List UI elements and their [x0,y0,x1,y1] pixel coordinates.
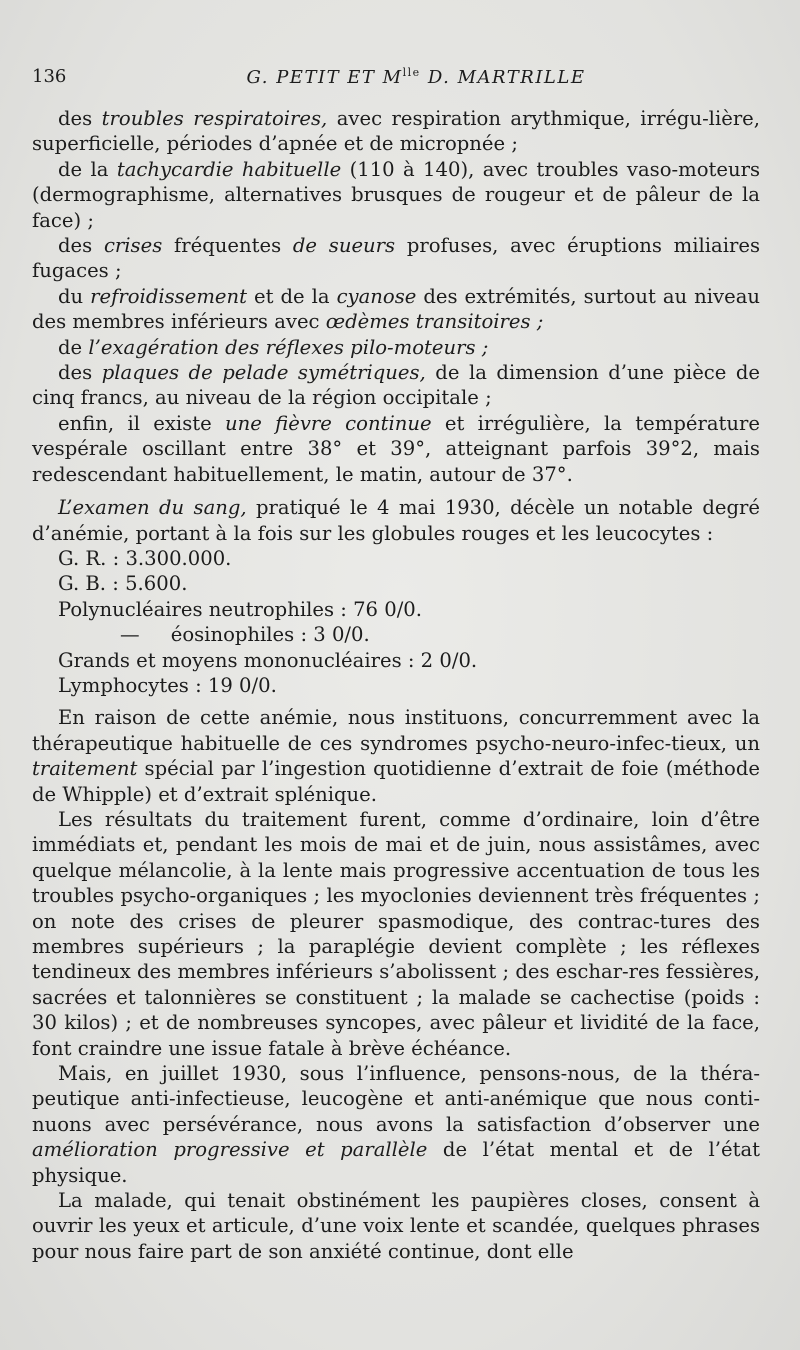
running-head-title-abbrev: lle [402,66,421,79]
text-run: et de la [247,284,337,308]
text-run: (110 à 140), avec troubles vaso-moteurs (dermographisme, alternatives brusques de rougeur et de pâleur de la face) ; [32,157,760,232]
emphasis: troubles respiratoires, [101,107,328,130]
blood-count-list [32,546,760,698]
text-run: de l’état mental et de l’état physique. [32,1138,760,1187]
text-run: Mais, en juillet 1930, sous l’influence, pensons-nous, de la théra-peutique anti-infectieuse, leucogène et anti-anémique que nous conti-nuons avec persévérance, nous avons la satisfaction d’observer une [32,1062,760,1136]
text-run: des extrémités, surtout au niveau des membres inférieurs avec [32,284,760,334]
text-run: La malade, qui tenait obstinément les paupières closes, consent à ouvrir les yeux et articule, d’une voix lente et scandée, quelques phrases pour nous faire part de son anxiété continue, dont elle [32,1189,760,1263]
text-run: des [58,361,102,385]
text-run: des [58,107,102,130]
text-run: profuses, avec éruptions miliaires fugaces ; [32,234,761,283]
text-run: spécial par l’ingestion quotidienne d’extrait de foie (méthode de Whipple) et d’extrait splénique. [32,757,760,806]
paragraph-treatment [32,705,760,807]
text-run: des [58,234,104,258]
text-run: pratiqué le 4 mai 1930, décèle un notable degré d’anémie, portant à la fois sur les globules rouges et les leucocytes : [32,496,760,545]
text-run: de la dimension d’une pièce de cinq francs, au niveau de la région occipitale ; [32,361,761,410]
page-number: 136 [32,66,67,87]
paragraph-cyanosis [32,284,760,335]
paragraph-respiratory [32,106,760,157]
text-run: Les résultats du traitement furent, comme d’ordinaire, loin d’être immédiats et, pendant les mois de mai et de juin, nous assistâmes, avec quelque mélancolie, à la lente mais progressive accentuation de tous les troubles psycho-organiques ; les myoclonies deviennent très fréquentes ; on note des crises de pleurer spasmodique, des contrac-tures des membres supérieurs ; la paraplégie devient complète ; les réflexes tendineux des membres inférieurs s’abolissent ; des eschar-res fessières, sacrées et talonnières se constituent ; la malade se cachectise (poids : 30 kilos) ; et de nombreuses syncopes, avec pâleur et lividité de la face, font craindre une issue fatale à brève échéance. [32,807,760,1060]
text-run: En raison de cette anémie, nous instituons, concurremment avec la thérapeutique habituelle de ces syndromes psycho-neuro-infec-tieux, un [32,706,760,755]
paragraph-tachycardia [32,157,760,233]
paragraph-sweats [32,233,760,284]
emphasis: refroidissement [90,284,247,308]
text-run: de [58,335,89,359]
blood-count-polynuclear: Polynucléaires neutrophiles : 76 0/0. [58,597,422,621]
emphasis: traitement [32,757,138,781]
emphasis: œdèmes transitoires ; [325,310,544,334]
blood-count-eosinophils: — éosinophiles : 3 0/0. [120,623,370,647]
text-run: fréquentes [162,234,293,258]
emphasis: plaques de pelade symétriques, [101,361,426,385]
paragraph-july-improvement [32,1061,760,1188]
blood-count-mononuclear: Grands et moyens mononucléaires : 2 0/0. [58,648,478,672]
emphasis: crises [103,234,163,258]
running-head-author-2: D. MARTRILLE [420,67,586,88]
running-head-authors: G. PETIT ET M [246,67,403,88]
emphasis: de sueurs [292,234,396,258]
paragraph-fever [32,411,760,487]
paragraph-reflexes [32,335,760,360]
text-run: enfin, il existe [58,411,226,435]
emphasis: L’examen du sang, [58,496,247,520]
emphasis: l’exagération des réflexes pilo-moteurs ; [88,335,489,359]
text-run: de la [58,157,117,181]
paragraph-patient-speech [32,1188,760,1264]
body-text [32,106,760,1264]
emphasis: amélioration progressive et parallèle [32,1138,428,1162]
blood-count-lymphocytes: Lymphocytes : 19 0/0. [58,673,277,697]
paragraph-results [32,807,760,1061]
paragraph-blood-exam [32,495,760,546]
text-run: du [58,284,91,308]
emphasis: tachycardie habituelle [116,157,342,181]
blood-count-red: G. R. : 3.300.000. [58,546,232,570]
emphasis: cyanose [336,284,417,308]
blood-count-white: G. B. : 5.600. [58,572,188,596]
emphasis: une fièvre continue [225,411,432,435]
page-header [32,66,760,98]
running-head [32,66,760,88]
text-run: avec respiration arythmique, irrégu-lière, superficielle, périodes d’apnée et de micropnée ; [32,107,761,156]
paragraph-pelade [32,360,760,411]
text-run: et irrégulière, la température vespérale oscillant entre 38° et 39°, atteignant parfois 39°2, mais redescendant habituellement, le matin, autour de 37°. [32,411,760,486]
